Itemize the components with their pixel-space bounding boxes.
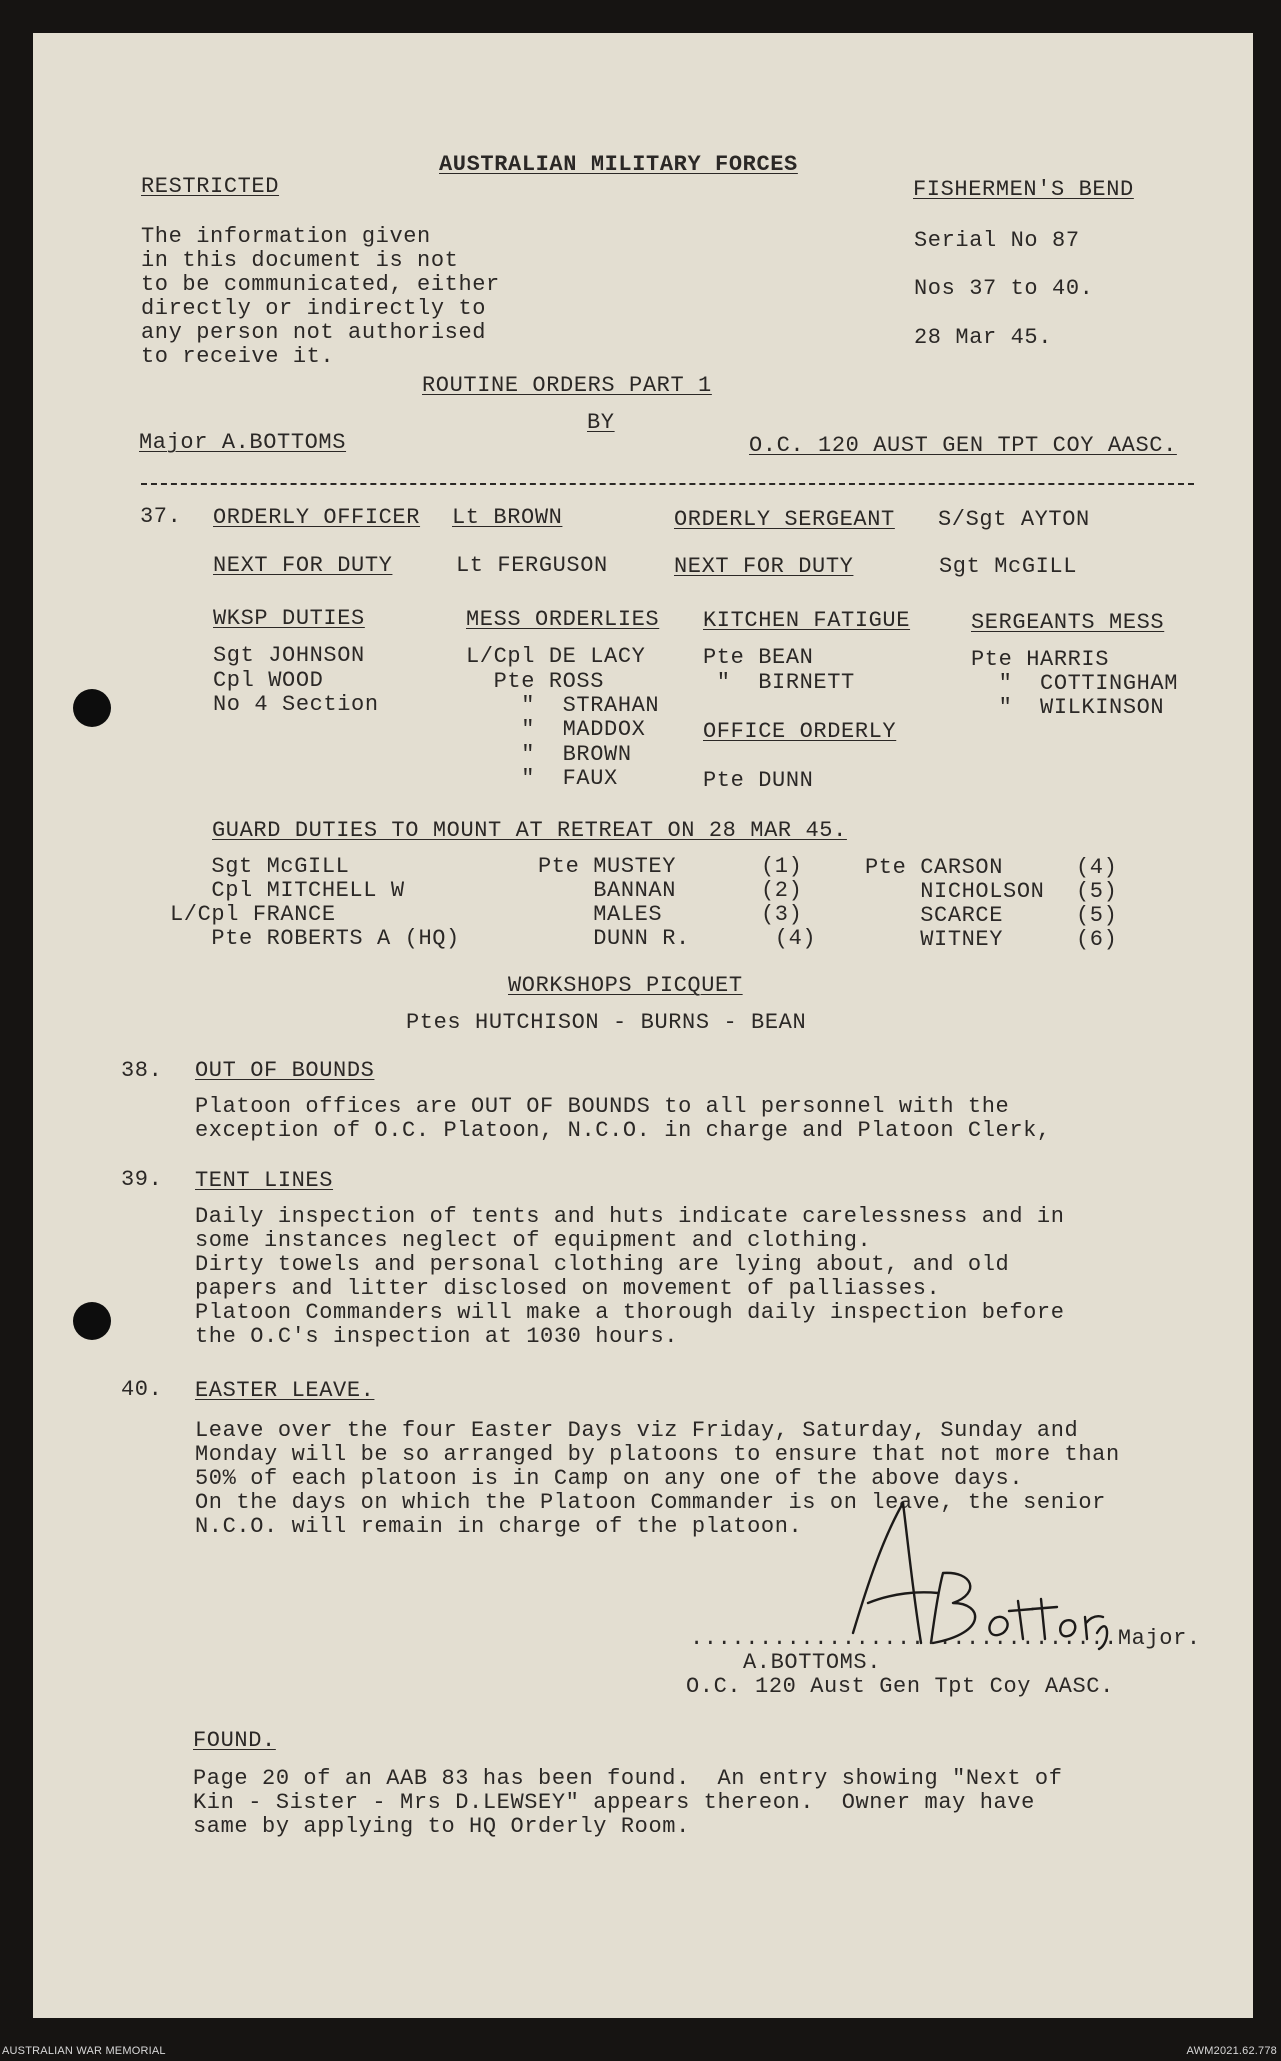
sergeants-mess-item: " WILKINSON [971, 695, 1165, 720]
found-text-line: Page 20 of an AAB 83 has been found. An entry showing "Next of [193, 1766, 1063, 1791]
order-text-line: papers and litter disclosed on movement of palliasses. [195, 1276, 941, 1301]
mess-orderly-item: " FAUX [466, 766, 618, 791]
next-for-duty-officer: Lt FERGUSON [456, 553, 608, 578]
order-text-line: Daily inspection of tents and huts indicate carelessness and in [195, 1204, 1065, 1229]
out-of-bounds-heading: OUT OF BOUNDS [195, 1058, 375, 1083]
guard-duty-item: Cpl MITCHELL W [170, 878, 405, 903]
order-number: 37. [140, 504, 182, 529]
order-number: 39. [121, 1167, 163, 1192]
office-orderly-name: Pte DUNN [703, 768, 814, 793]
guard-relief-number: (2) [761, 878, 803, 903]
tent-lines-heading: TENT LINES [195, 1168, 334, 1193]
mess-orderly-item: " STRAHAN [466, 693, 660, 718]
found-heading: FOUND. [193, 1728, 276, 1753]
order-text-line: exception of O.C. Platoon, N.C.O. in charge and Platoon Clerk, [195, 1118, 1051, 1143]
notice-line: any person not authorised [141, 320, 487, 345]
order-date: 28 Mar 45. [914, 325, 1053, 350]
document-page [33, 33, 1253, 2018]
mess-orderly-item: Pte ROSS [466, 669, 605, 694]
notice-line: in this document is not [141, 248, 459, 273]
signature-rank-line: ...............................Major. [690, 1626, 1201, 1651]
order-text-line: Platoon Commanders will make a thorough daily inspection before [195, 1300, 1065, 1325]
mess-orderly-item: L/Cpl DE LACY [466, 644, 646, 669]
orderly-officer-name: Lt BROWN [452, 505, 563, 530]
next-for-duty-label: NEXT FOR DUTY [674, 554, 854, 579]
guard-duty-item: WITNEY [865, 927, 1004, 952]
orderly-sergeant-label: ORDERLY SERGEANT [674, 507, 895, 532]
signatory-unit: O.C. 120 Aust Gen Tpt Coy AASC. [686, 1674, 1114, 1699]
wksp-duties-heading: WKSP DUTIES [213, 606, 365, 631]
easter-leave-heading: EASTER LEAVE. [195, 1378, 375, 1403]
sergeants-mess-item: Pte HARRIS [971, 647, 1110, 672]
order-text-line: the O.C's inspection at 1030 hours. [195, 1324, 679, 1349]
guard-duty-item: SCARCE [865, 903, 1004, 928]
order-text-line: Leave over the four Easter Days viz Friday, Saturday, Sunday and [195, 1418, 1079, 1443]
wksp-duty-item: Cpl WOOD [213, 668, 324, 693]
notice-line: to be communicated, either [141, 272, 500, 297]
punch-hole-top [73, 689, 111, 727]
restricted-label: RESTRICTED [141, 174, 280, 199]
sergeants-mess-item: " COTTINGHAM [971, 671, 1179, 696]
guard-relief-number: (6) [1076, 927, 1118, 952]
order-text-line: Dirty towels and personal clothing are lying about, and old [195, 1252, 1010, 1277]
guard-duties-heading: GUARD DUTIES TO MOUNT AT RETREAT ON 28 MAR 45. [212, 818, 847, 843]
location-label: FISHERMEN'S BEND [913, 177, 1134, 202]
wksp-duty-item: No 4 Section [213, 692, 379, 717]
guard-relief-number: (4) [761, 926, 817, 951]
order-text-line: N.C.O. will remain in charge of the platoon. [195, 1514, 803, 1539]
guard-relief-number: (3) [761, 902, 803, 927]
order-text-line: Platoon offices are OUT OF BOUNDS to all personnel with the [195, 1094, 1010, 1119]
footer-accession-number: AWM2021.62.778 [1186, 2045, 1277, 2057]
divider-line [141, 483, 1194, 485]
order-text-line: 50% of each platoon is in Camp on any one of the above days. [195, 1466, 1024, 1491]
mess-orderly-item: " MADDOX [466, 717, 646, 742]
workshops-picquet-names: Ptes HUTCHISON - BURNS - BEAN [406, 1010, 807, 1035]
punch-hole-bottom [73, 1302, 111, 1340]
guard-relief-number: (5) [1076, 903, 1118, 928]
wksp-duty-item: Sgt JOHNSON [213, 643, 365, 668]
routine-orders-title: ROUTINE ORDERS PART 1 [422, 373, 712, 398]
found-text-line: Kin - Sister - Mrs D.LEWSEY" appears thereon. Owner may have [193, 1790, 1035, 1815]
next-for-duty-label: NEXT FOR DUTY [213, 553, 393, 578]
orderly-officer-label: ORDERLY OFFICER [213, 505, 421, 530]
mess-orderly-item: " BROWN [466, 742, 632, 767]
guard-duty-item: L/Cpl FRANCE [170, 902, 336, 927]
mess-orderlies-heading: MESS ORDERLIES [466, 607, 660, 632]
by-label: BY [587, 410, 615, 435]
order-number: 38. [121, 1058, 163, 1083]
order-number: 40. [121, 1377, 163, 1402]
guard-relief-number: (5) [1076, 879, 1118, 904]
kitchen-fatigue-item: " BIRNETT [703, 670, 855, 695]
next-for-duty-sergeant: Sgt McGILL [939, 554, 1078, 579]
guard-duty-item: Pte MUSTEY [538, 854, 677, 879]
guard-duty-item: BANNAN [538, 878, 677, 903]
notice-line: directly or indirectly to [141, 296, 487, 321]
guard-duty-item: MALES [538, 902, 663, 927]
kitchen-fatigue-item: Pte BEAN [703, 645, 814, 670]
office-orderly-heading: OFFICE ORDERLY [703, 719, 897, 744]
order-text-line: On the days on which the Platoon Commander is on leave, the senior [195, 1490, 1106, 1515]
guard-duty-item: Sgt McGILL [170, 854, 350, 879]
signatory-name: A.BOTTOMS. [743, 1650, 882, 1675]
document-title: AUSTRALIAN MILITARY FORCES [439, 152, 798, 177]
guard-relief-number: (1) [761, 854, 803, 879]
guard-duty-item: DUNN R. [538, 926, 690, 951]
serial-number: Serial No 87 [914, 228, 1080, 253]
workshops-picquet-heading: WORKSHOPS PICQUET [508, 973, 743, 998]
notice-line: to receive it. [141, 344, 335, 369]
order-text-line: Monday will be so arranged by platoons to ensure that not more than [195, 1442, 1120, 1467]
kitchen-fatigue-heading: KITCHEN FATIGUE [703, 608, 911, 633]
found-text-line: same by applying to HQ Orderly Room. [193, 1814, 690, 1839]
unit-name: O.C. 120 AUST GEN TPT COY AASC. [749, 433, 1177, 458]
order-text-line: some instances neglect of equipment and clothing. [195, 1228, 872, 1253]
guard-duty-item: Pte CARSON [865, 855, 1004, 880]
orderly-sergeant-name: S/Sgt AYTON [938, 507, 1090, 532]
guard-relief-number: (4) [1076, 855, 1118, 880]
guard-duty-item: NICHOLSON [865, 879, 1045, 904]
order-numbers: Nos 37 to 40. [914, 276, 1094, 301]
notice-line: The information given [141, 224, 431, 249]
sergeants-mess-heading: SERGEANTS MESS [971, 610, 1165, 635]
officer-name: Major A.BOTTOMS [139, 430, 347, 455]
footer-credit: AUSTRALIAN WAR MEMORIAL [2, 2045, 166, 2057]
guard-duty-item: Pte ROBERTS A (HQ) [170, 926, 460, 951]
